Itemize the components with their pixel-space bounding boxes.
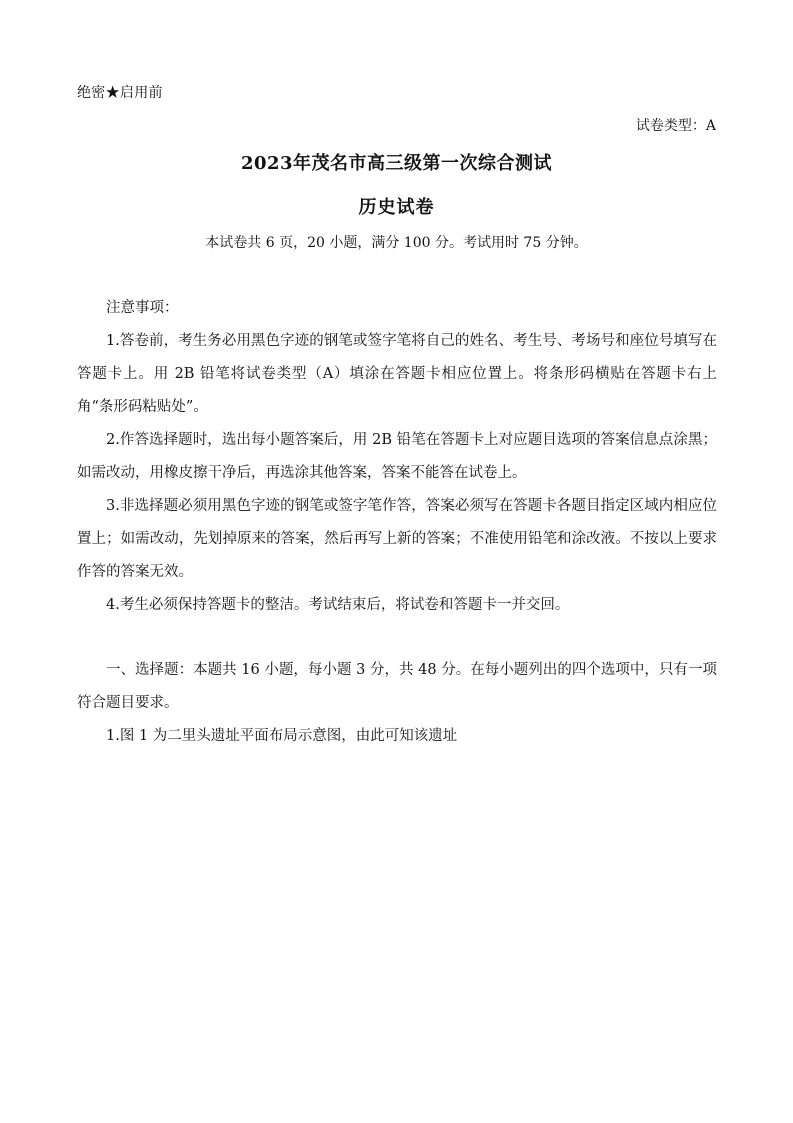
paper-type-label: 试卷类型：A <box>635 118 716 134</box>
confidential-mark: 绝密★启用前 <box>77 85 163 101</box>
notes-list <box>77 325 717 622</box>
question-1-stem: 1.图 1 为二里头遗址平面布局示意图，由此可知该遗址 <box>106 728 458 744</box>
notes-heading: 注意事项： <box>106 300 179 316</box>
section-one <box>77 654 717 753</box>
note-item-2: 2.作答选择题时，选出每小题答案后，用 2B 铅笔在答题卡上对应题目选项的答案信息点涂黑；如需改动，用橡皮擦干净后，再选涂其他答案，答案不能答在试卷上。 <box>77 432 717 481</box>
note-item-4: 4.考生必须保持答题卡的整洁。考试结束后，将试卷和答题卡一并交回。 <box>106 597 570 613</box>
section-intro-text: 一、选择题：本题共 16 小题，每小题 3 分，共 48 分。在每小题列出的四个选项中，只有一项符合题目要求。 <box>77 662 717 711</box>
note-item-1: 1.答卷前，考生务必用黑色字迹的钢笔或签字笔将自己的姓名、考生号、考场号和座位号填写在答题卡上。用 2B 铅笔将试卷类型（A）填涂在答题卡相应位置上。将条形码横贴在答题卡右上角“条形码粘贴处”。 <box>77 333 717 415</box>
exam-info-line: 本试卷共 6 页，20 小题，满分 100 分。考试用时 75 分钟。 <box>205 235 588 251</box>
exam-main-title: 2023年茂名市高三级第一次综合测试 <box>240 153 553 174</box>
subject-title: 历史试卷 <box>358 197 435 218</box>
note-item-3: 3.非选择题必须用黑色字迹的钢笔或签字笔作答，答案必须写在答题卡各题目指定区域内相应位置上；如需改动，先划掉原来的答案，然后再写上新的答案；不准使用铅笔和涂改液。不按以上要求作答的答案无效。 <box>77 498 717 580</box>
